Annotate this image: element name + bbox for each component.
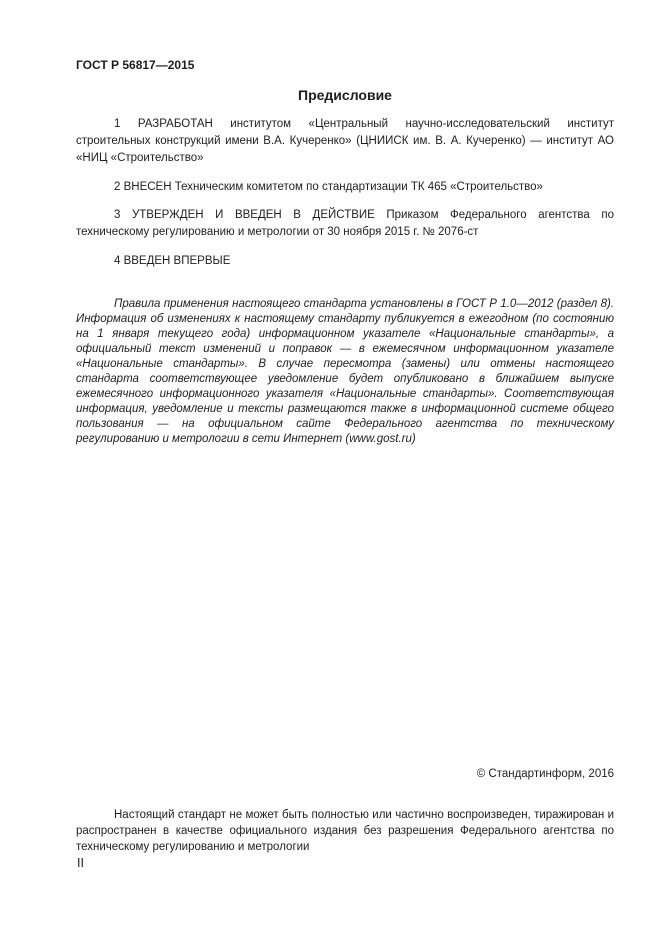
reproduction-notice: Настоящий стандарт не может быть полностью или частично воспроизведен, тиражирован и распространен в качестве официального издания без разрешения Федерального агентства по техническому регулированию и метрологии (76, 808, 614, 853)
copyright-notice: © Стандартинформ, 2016 (476, 768, 614, 780)
foreword-item-4: 4 ВВЕДЕН ВПЕРВЫЕ (114, 254, 231, 267)
page-title: Предисловие (298, 87, 392, 103)
foreword-item-2: 2 ВНЕСЕН Техническим комитетом по стандартизации ТК 465 «Строительство» (114, 180, 543, 193)
foreword-item-3: 3 УТВЕРЖДЕН И ВВЕДЕН В ДЕЙСТВИЕ Приказом Федерального агентства по техническому регулированию и метрологии от 30 ноября 2015 г. № 2076-ст (76, 209, 614, 238)
page-content (0, 0, 661, 447)
page-number: II (77, 856, 84, 870)
application-rules-note: Правила применения настоящего стандарта установлены в ГОСТ Р 1.0—2012 (раздел 8). Информация об изменениях к настоящему стандарту публикуется в ежегодном (по состоянию на 1 января текущего года) информационном указателе «Национальные стандарты», а официальный текст изменений и поправок — в ежемесячном информационном указателе «Национальные стандарты». В случае пересмотра (замены) или отмены настоящего стандарта соответствующее уведомление будет опубликовано в ближайшем выпуске ежемесячного информационного указателя «Национальные стандарты». Соответствующая информация, уведомление и тексты размещаются также в информационной системе общего пользования — на официальном сайте Федерального агентства по техническому регулированию и метрологии в сети Интернет (www.gost.ru) (76, 297, 614, 445)
foreword-item-1: 1 РАЗРАБОТАН институтом «Центральный научно-исследовательский институт строительных конструкций имени В.А. Кучеренко» (ЦНИИСК им. В. А. Кучеренко) — институт АО «НИЦ «Строительство» (76, 118, 614, 164)
standard-code: ГОСТ Р 56817—2015 (76, 58, 195, 72)
